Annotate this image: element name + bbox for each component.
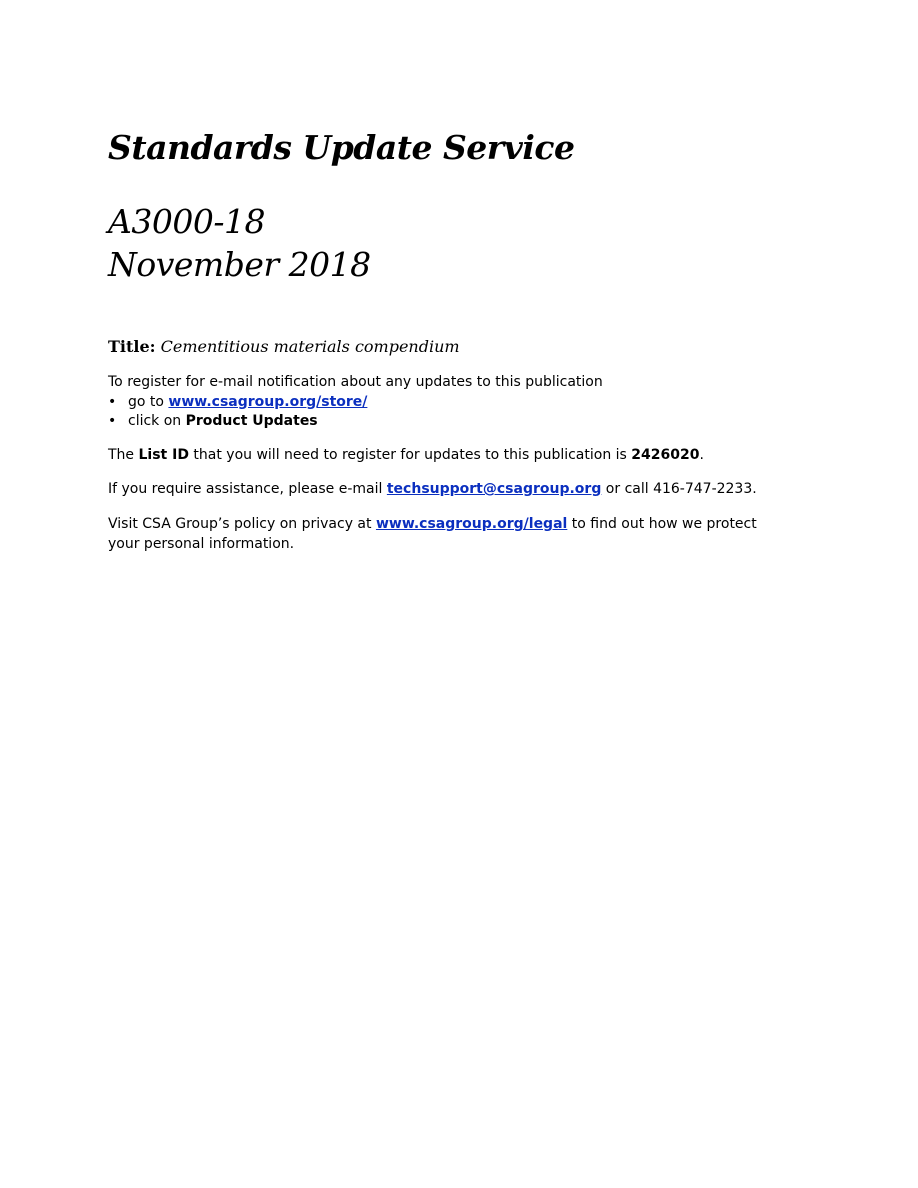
list-item <box>108 393 788 413</box>
title-line <box>108 337 460 356</box>
register-intro: To register for e-mail notification about any updates to this publication <box>108 374 603 390</box>
store-link[interactable]: www.csagroup.org/store/ <box>168 393 368 410</box>
step-prefix: click on <box>128 413 186 429</box>
list-id-value: 2426020 <box>631 447 700 463</box>
register-steps <box>108 393 788 432</box>
title-label: Title: <box>108 337 156 356</box>
step-prefix: go to <box>128 393 169 410</box>
title-value: Cementitious materials compendium <box>160 337 460 356</box>
publication-date: November 2018 <box>108 245 371 284</box>
list-item <box>108 412 788 432</box>
standard-code: A3000-18 <box>108 202 265 241</box>
support-email-link[interactable]: techsupport@csagroup.org <box>386 481 602 497</box>
text-span: or call 416-747-2233. <box>601 481 757 497</box>
text-span: . <box>699 447 704 463</box>
text-span: that you will need to register for updates to this publication is <box>188 447 632 463</box>
product-updates-label: Product Updates <box>185 413 318 429</box>
text-span: Visit CSA Group’s policy on privacy at <box>108 516 376 532</box>
list-id-label: List ID <box>138 447 189 463</box>
bullet-icon: • <box>108 393 117 410</box>
text-span: to find out how we protect your personal information. <box>108 516 757 552</box>
text-span: The <box>108 447 139 463</box>
assistance-sentence <box>108 480 788 500</box>
bullet-icon: • <box>108 413 117 429</box>
text-span: If you require assistance, please e-mail <box>108 481 387 497</box>
list-id-sentence <box>108 446 788 466</box>
privacy-sentence <box>108 515 788 554</box>
register-section <box>108 373 788 432</box>
privacy-link[interactable]: www.csagroup.org/legal <box>375 516 568 532</box>
service-heading: Standards Update Service <box>108 128 575 167</box>
